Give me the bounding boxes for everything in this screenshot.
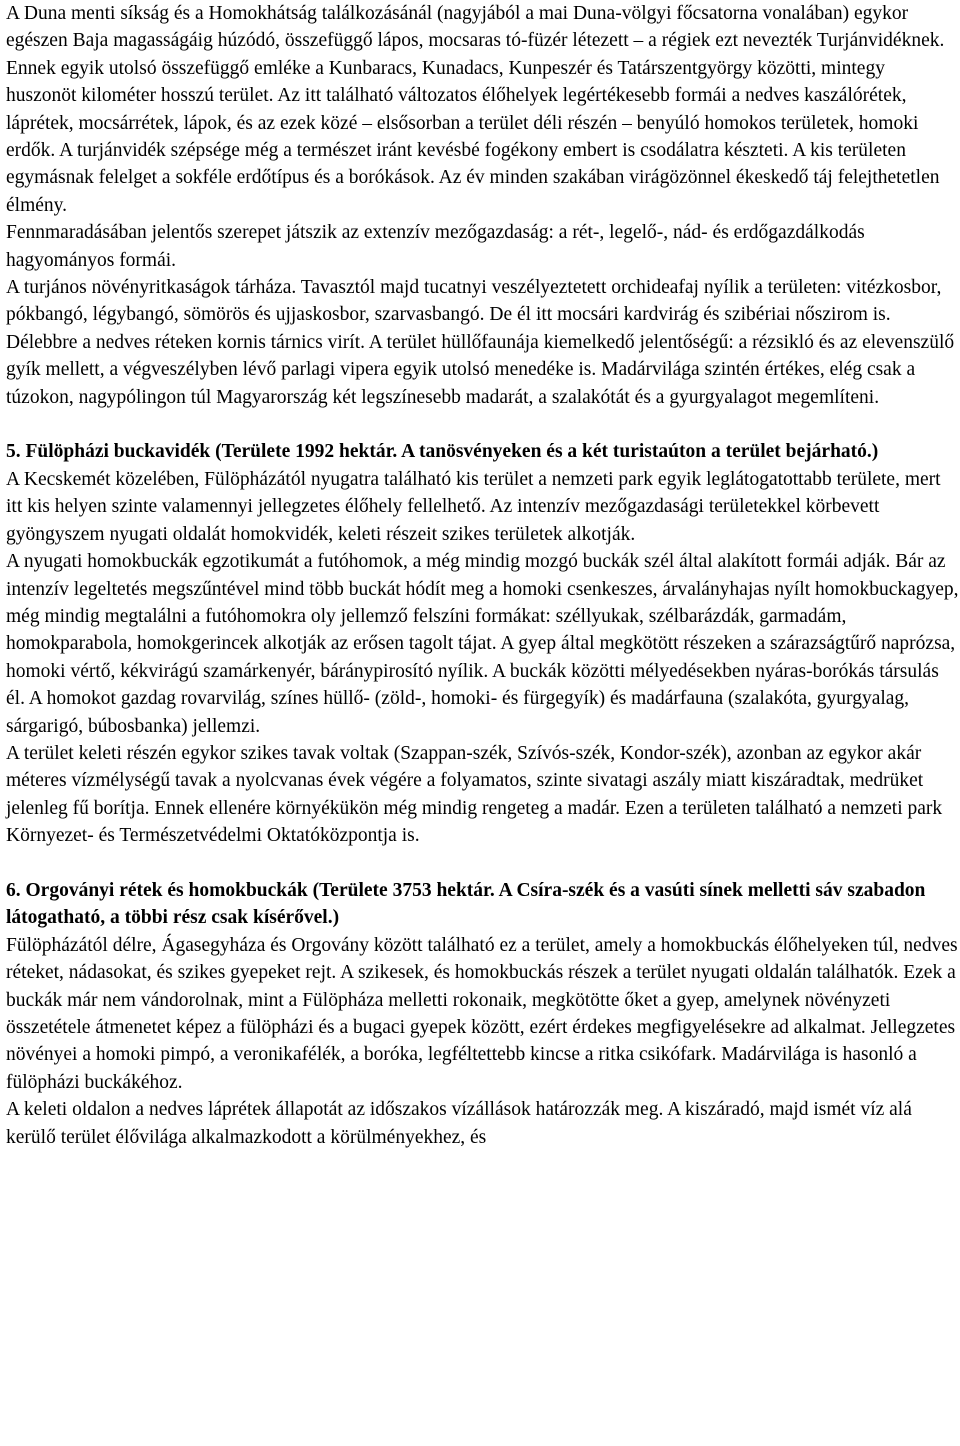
section-5-paragraph-2: A nyugati homokbuckák egzotikumát a futóhomok, a még mindig mozgó buckák szél által alakított formái adják. Bár az intenzív legeltetés megszűntével mind több buckát hódít meg a homoki csenkeszes, árvalányhajas nyílt homokbuckagyep, még mindig megtalálni a futóhomokra oly jellemző felszíni formákat: széllyukak, szélbarázdák, garmadám, homokparabola, homokgerincek alkotják az erősen tagolt tájat. A gyep által megkötött részeken a szárazságtűrő naprózsa, homoki vértő, kékvirágú szamárkenyér, báránypirosító nyílik. A buckák közötti mélyedésekben nyáras-borókás társulás él. A homokot gazdag rovarvilág, színes hüllő- (zöld-, homoki- és fürgegyík) és madárfauna (szalakóta, gyurgyalag, sárgarigó, búbosbanka) jellemzi. <box>6 551 959 737</box>
section-spacer <box>6 850 960 877</box>
section-6-paragraph-1: Fülöpházától délre, Ágasegyháza és Orgovány között található ez a terület, amely a homokbuckás élőhelyeken túl, nedves réteket, nádasokat, és szikes gyepeket rejt. A szikesek, és homokbuckás részek a terület nyugati oldalán találhatók. Ezek a buckák már nem vándorolnak, mint a Fülöpháza melletti rokonaik, megkötötte őket a gyep, amelynek növényzeti összetétele átmenetet képez a fülöpházi és a bugaci gyepek között, ezért érdekes megfigyelésekre ad alkalmat. Jellegzetes növényei a homoki pimpó, a veronikafélék, a boróka, legféltettebb kincse a ritka csikófark. Madárvilága is hasonló a fülöpházi buckákéhoz. <box>6 934 958 1093</box>
intro-paragraph-1: A Duna menti síkság és a Homokhátság találkozásánál (nagyjából a mai Duna-völgyi főcsatorna vonalában) egykor egészen Baja magasságáig húzódó, összefüggő lápos, mocsaras tó-füzér létezett – a régiek ezt nevezték Turjánvidéknek. Ennek egyik utolsó összefüggő emléke a Kunbaracs, Kunadacs, Kunpeszér és Tatárszentgyörgy közötti, mintegy huszonöt kilométer hosszú terület. Az itt található változatos élőhelyek legértékesebb formái a nedves kaszálórétek, láprétek, mocsárrétek, lápok, és az ezek közé – elsősorban a terület déli részén – benyúló homokos területek, homoki erdők. A turjánvidék szépsége még a természet iránt kevésbé fogékony embert is csodálatra készteti. A kis területen egymásnak felelget a sokféle erdőtípus és a borókások. Az év minden szakában virágözönnel ékeskedő táj felejthetetlen élmény. <box>6 3 945 216</box>
document-page <box>6 0 960 1151</box>
section-5-paragraph-1: A Kecskemét közelében, Fülöpházától nyugatra található kis terület a nemzeti park egyik leglátogatottabb területe, mert itt kis helyen szinte valamennyi jellegzetes élőhely fellelhető. Az intenzív mezőgazdasági területekkel körbevett gyöngyszem nyugati oldalát homokvidék, keleti részeit szikes területek alkotják. <box>6 468 941 545</box>
intro-paragraph-3: A turjános növényritkaságok tárháza. Tavasztól majd tucatnyi veszélyeztetett orchideafaj nyílik a területen: vitézkosbor, pókbangó, légybangó, sömörös és ujjaskosbor, szarvasbangó. De él itt mocsári kardvirág és szibériai nőszirom is. Délebbre a nedves réteken kornis tárnics virít. A terület hüllőfaunája kiemelkedő jelentőségű: a rézsikló és az elevenszülő gyík mellett, a végveszélyben lévő parlagi vipera egyik utolsó menedéke is. Madárvilága szintén értékes, elég csak a túzokon, nagypólingon túl Magyarország két legszínesebb madarát, a szalakótát és a gyurgyalagot megemlíteni. <box>6 277 955 408</box>
section-5-paragraph-3: A terület keleti részén egykor szikes tavak voltak (Szappan-szék, Szívós-szék, Kondor-szék), azonban az egykor akár méteres vízmélységű tavak a nyolcvanas évek végére a folyamatos, szinte sivatagi aszály miatt kiszáradtak, medrüket jelenleg fű borítja. Ennek ellenére környékükön még mindig rengeteg a madár. Ezen a területen található a nemzeti park Környezet- és Természetvédelmi Oktatóközpontja is. <box>6 742 943 847</box>
intro-paragraph-2: Fennmaradásában jelentős szerepet játszik az extenzív mezőgazdaság: a rét-, legelő-, nád- és erdőgazdálkodás hagyományos formái. <box>6 222 865 271</box>
section-6-paragraph-2: A keleti oldalon a nedves láprétek állapotát az időszakos vízállások határozzák meg. A kiszáradó, majd ismét víz alá kerülő terület élővilága alkalmazkodott a körülményekhez, és <box>6 1099 912 1148</box>
section-5-heading: 5. Fülöpházi buckavidék (Területe 1992 hektár. A tanösvényeken és a két turistaúton a terület bejárható.) <box>6 441 879 463</box>
section-spacer <box>6 411 960 438</box>
section-6-heading: 6. Orgoványi rétek és homokbuckák (Területe 3753 hektár. A Csíra-szék és a vasúti sínek melletti sáv szabadon látogatható, a többi rész csak kísérővel.) <box>6 879 926 929</box>
